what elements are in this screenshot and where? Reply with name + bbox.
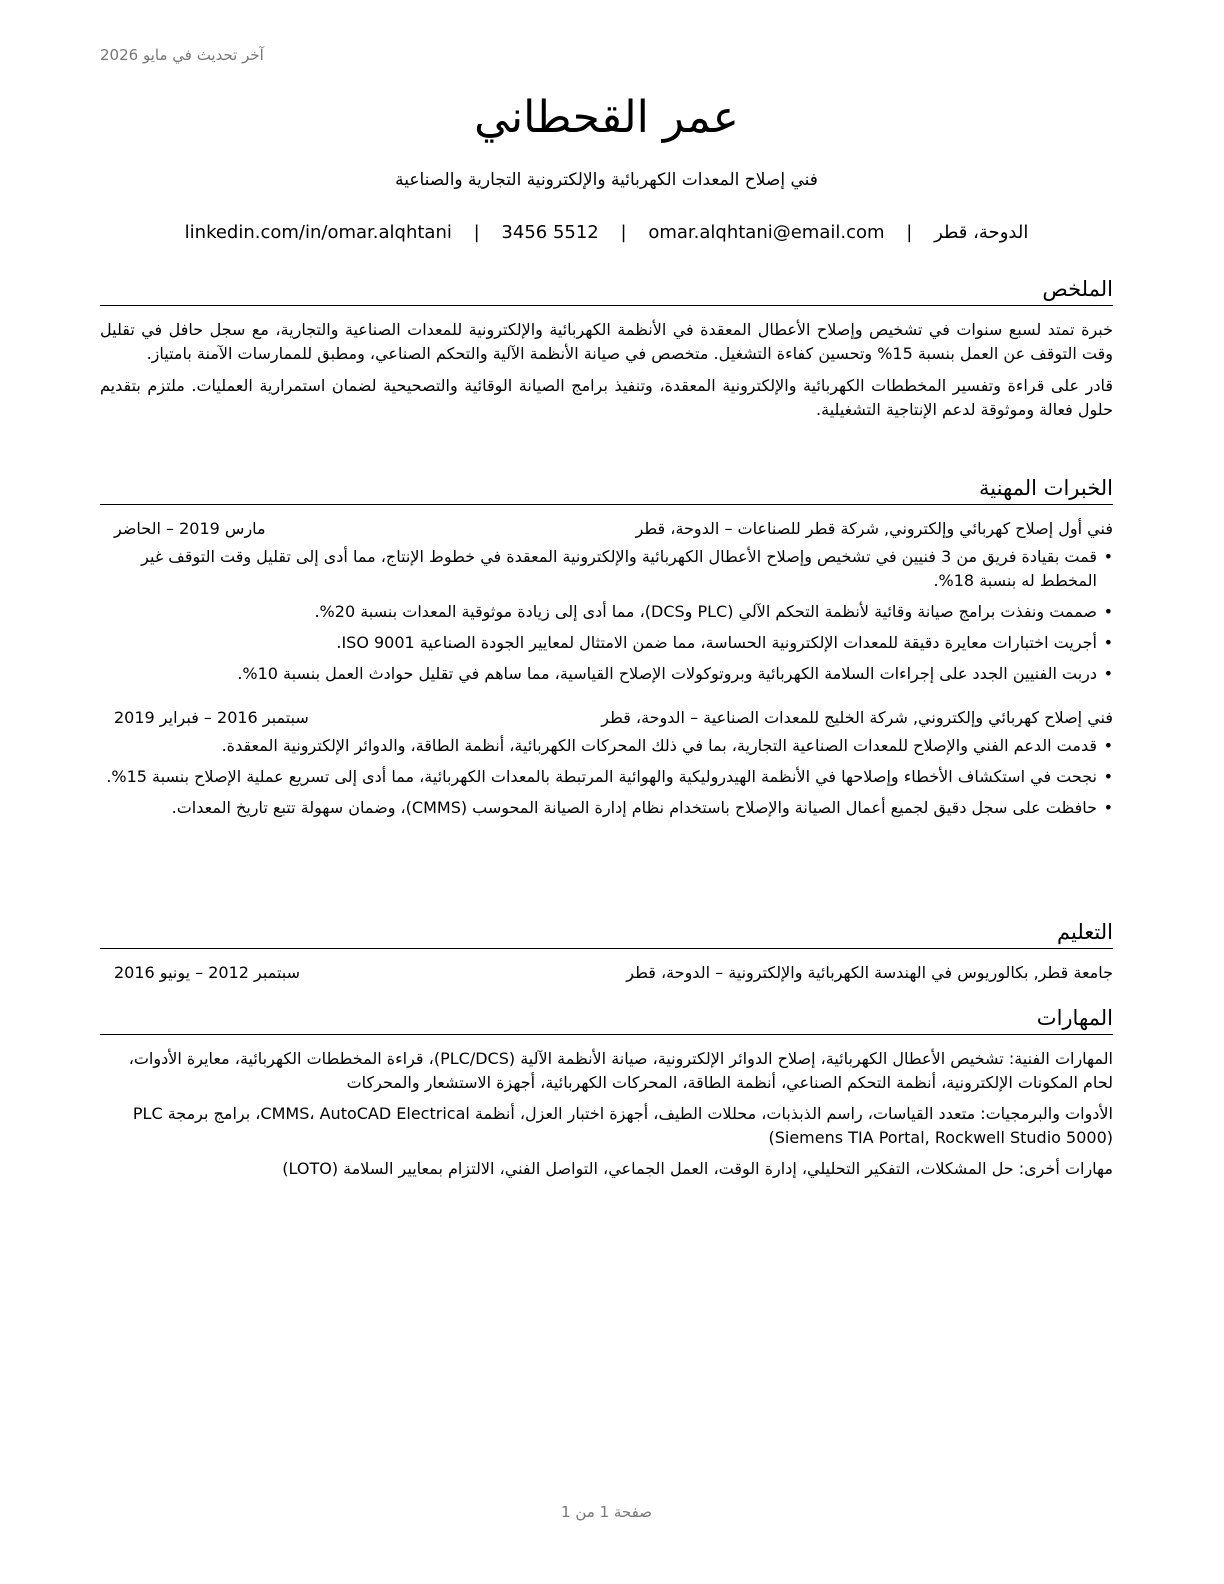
job-bullet: • صممت ونفذت برامج صيانة وقائية لأنظمة التحكم الآلي (PLC وDCS)، مما أدى إلى زيادة موثوقية المعدات بنسبة 20%. (100, 600, 1113, 624)
last-updated-note: آخر تحديث في مايو 2026 (100, 46, 264, 64)
contact-separator: | (620, 222, 627, 243)
education-heading: التعليم (100, 917, 1113, 949)
contact-location: الدوحة، قطر (934, 222, 1029, 243)
job-bullet: • حافظت على سجل دقيق لجميع أعمال الصيانة والإصلاح باستخدام نظام إدارة الصيانة المحوسب (CMMS)، وضمان سهولة تتبع تاريخ المعدات. (100, 796, 1113, 820)
contact-email[interactable]: omar.alqhtani@email.com (648, 222, 885, 243)
job-entry (100, 706, 1113, 820)
job-role: فني إصلاح كهربائي وإلكتروني, شركة الخليج للمعدات الصناعية – الدوحة، قطر (601, 708, 1113, 727)
job-bullet: • قدمت الدعم الفني والإصلاح للمعدات الصناعية التجارية، بما في ذلك المحركات الكهربائية، أنظمة الطاقة، والدوائر الإلكترونية المعقدة. (100, 734, 1113, 758)
contact-linkedin[interactable]: linkedin.com/in/omar.alqhtani (184, 222, 452, 243)
contact-separator: | (906, 222, 913, 243)
summary-paragraph: خبرة تمتد لسبع سنوات في تشخيص وإصلاح الأعطال المعقدة في الأنظمة الكهربائية والإلكترونية للمعدات الصناعية والتجارية، مع سجل حافل في تقليل وقت التوقف عن العمل بنسبة 15% وتحسين كفاءة التشغيل. متخصص في صيانة الأنظمة الآلية والتحكم الصناعي، ومطبق للممارسات الآمنة بامتياز. (100, 320, 1113, 363)
skills-tools: الأدوات والبرمجيات: متعدد القياسات، راسم الذبذبات، محللات الطيف، أجهزة اختبار العزل، أنظمة CMMS، AutoCAD Electrical، برامج برمجة PLC (Siemens TIA Portal, Rockwell Studio 5000) (132, 1104, 1113, 1147)
job-bullet: • قمت بقيادة فريق من 3 فنيين في تشخيص وإصلاح الأعطال الكهربائية والإلكترونية المعقدة في خطوط الإنتاج، مما أدى إلى تقليل وقت التوقف غير المخطط له بنسبة 18%. (100, 545, 1113, 593)
job-bullet: • دربت الفنيين الجدد على إجراءات السلامة الكهربائية وبروتوكولات الإصلاح القياسية، مما ساهم في تقليل حوادث العمل بنسبة 10%. (100, 662, 1113, 686)
skills-section (100, 1003, 1113, 1188)
education-section (100, 917, 1113, 985)
skills-other: مهارات أخرى: حل المشكلات، التفكير التحليلي، إدارة الوقت، العمل الجماعي، التواصل الفني، الالتزام بمعايير السلامة (LOTO) (282, 1159, 1113, 1178)
job-role: فني أول إصلاح كهربائي وإلكتروني, شركة قطر للصناعات – الدوحة، قطر (635, 519, 1113, 538)
job-title: فني إصلاح المعدات الكهربائية والإلكترونية التجارية والصناعية (395, 170, 818, 190)
education-dates: سبتمبر 2012 – يونيو 2016 (114, 963, 301, 982)
job-dates: سبتمبر 2016 – فبراير 2019 (114, 708, 309, 727)
experience-section (100, 473, 1113, 827)
job-header (100, 706, 1113, 730)
education-entry (100, 961, 1113, 985)
job-header (100, 517, 1113, 541)
job-bullets (100, 734, 1113, 820)
experience-heading: الخبرات المهنية (100, 473, 1113, 505)
education-degree: جامعة قطر, بكالوريوس في الهندسة الكهربائية والإلكترونية – الدوحة، قطر (626, 963, 1113, 982)
job-entry (100, 517, 1113, 686)
job-bullets (100, 545, 1113, 686)
contact-separator: | (473, 222, 480, 243)
summary-heading: الملخص (100, 274, 1113, 306)
page-number: صفحة 1 من 1 (561, 1503, 652, 1521)
summary-section (100, 274, 1113, 430)
job-dates: مارس 2019 – الحاضر (114, 519, 266, 538)
candidate-name: عمر القحطاني (474, 92, 739, 143)
summary-paragraph: قادر على قراءة وتفسير المخططات الكهربائية والإلكترونية المعقدة، وتنفيذ برامج الصيانة الوقائية والتصحيحية لضمان استمرارية العمليات. ملتزم بتقديم حلول فعالة وموثوقة لدعم الإنتاجية التشغيلية. (100, 376, 1113, 419)
job-bullet: • أجريت اختبارات معايرة دقيقة للمعدات الإلكترونية الحساسة، مما ضمن الامتثال لمعايير الجودة الصناعية ISO 9001. (100, 631, 1113, 655)
skills-technical: المهارات الفنية: تشخيص الأعطال الكهربائية، إصلاح الدوائر الإلكترونية، صيانة الأنظمة الآلية (PLC/DCS)، قراءة المخططات الكهربائية، معايرة الأدوات، لحام المكونات الإلكترونية، أنظمة التحكم الصناعي، أنظمة الطاقة، المحركات الكهربائية، أجهزة الاستشعار والمحركات (128, 1049, 1113, 1092)
job-bullet: • نجحت في استكشاف الأخطاء وإصلاحها في الأنظمة الهيدروليكية والهوائية المرتبطة بالمعدات الكهربائية، مما أدى إلى تسريع عملية الإصلاح بنسبة 15%. (100, 765, 1113, 789)
contact-line (100, 222, 1113, 243)
skills-heading: المهارات (100, 1003, 1113, 1035)
contact-phone: 3456 5512 (501, 222, 599, 243)
